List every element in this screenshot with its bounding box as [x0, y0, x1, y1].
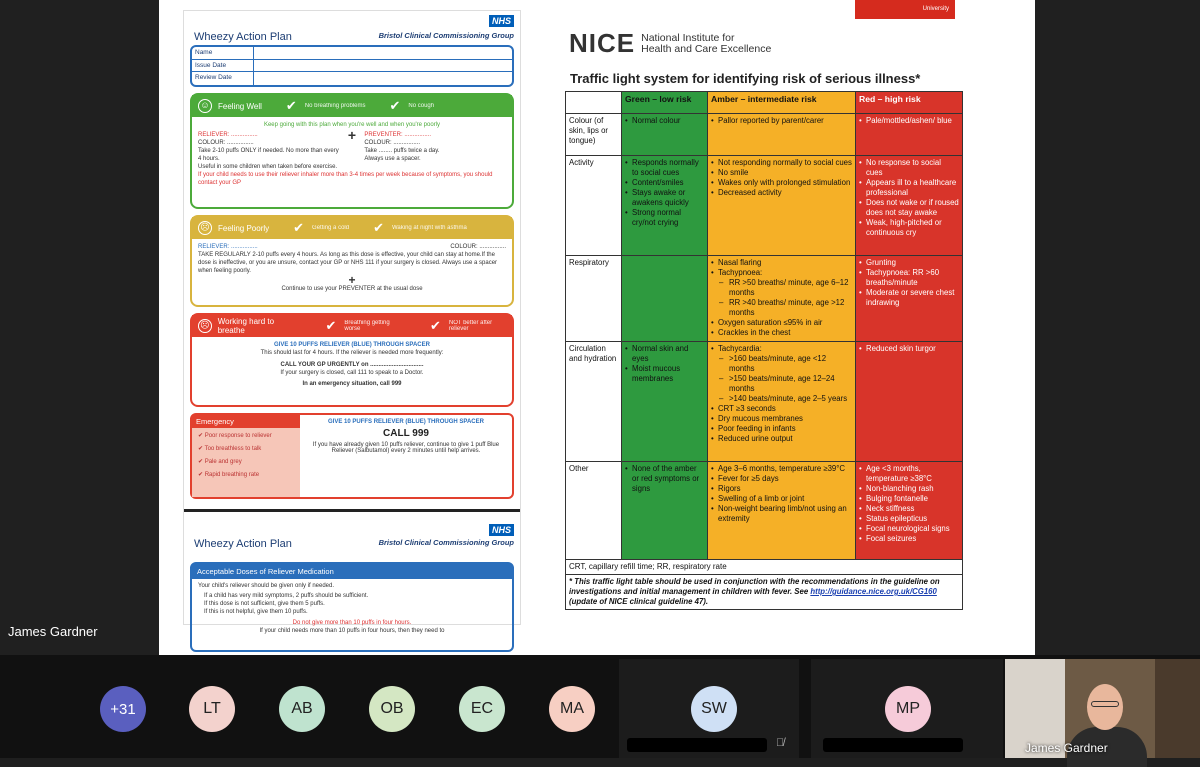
plus-icon: + — [347, 127, 357, 143]
avatar-initials: MA — [560, 700, 584, 717]
participant-avatar-ma[interactable] — [549, 686, 595, 732]
row-label: Colour (of skin, lips or tongue) — [566, 114, 622, 156]
nice-logo-subtitle — [641, 33, 771, 55]
cell-amber — [708, 114, 856, 156]
cell-item: • Not responding normally to social cues — [711, 158, 852, 168]
camera-video-tile[interactable] — [1005, 659, 1200, 758]
zone-hint: NOT better after reliever — [448, 320, 493, 332]
guidance-link[interactable]: http://guidance.nice.org.uk/CG160 — [810, 587, 937, 596]
table-row — [566, 462, 963, 560]
cell-item: • None of the amber or red symptoms or signs — [625, 464, 704, 494]
nice-traffic-light-document — [569, 20, 1035, 635]
emergency-item: ✔ Pale and grey — [198, 459, 242, 465]
cell-item: • No response to social cues — [859, 158, 959, 178]
nice-logo — [569, 28, 771, 59]
red-zone — [190, 313, 514, 407]
table-row — [566, 114, 963, 156]
camera-background — [1155, 659, 1200, 758]
cell-item: – RR >40 breaths/ minute, age >12 months — [711, 298, 852, 318]
cell-item: • Dry mucous membranes — [711, 414, 852, 424]
zone-text: GIVE 10 PUFFS RELIEVER (BLUE) THROUGH SPACER — [328, 419, 484, 425]
avatar-initials: MP — [896, 700, 920, 717]
doc-title: Wheezy Action Plan — [194, 31, 292, 43]
zone-text: Your child's reliever should be given only if needed. — [198, 583, 335, 589]
emergency-instructions — [300, 415, 512, 497]
cell-item: • Swelling of a limb or joint — [711, 494, 852, 504]
cell-item: – >160 beats/minute, age <12 months — [711, 354, 852, 374]
doc-header — [184, 11, 520, 45]
zone-text: If a child has very mild symptoms, 2 puffs should be sufficient. — [204, 593, 369, 599]
emergency-item: ✔ Poor response to reliever — [198, 433, 272, 439]
emergency-title: Emergency — [192, 415, 300, 428]
cell-amber — [708, 342, 856, 462]
camera-person-head — [1087, 684, 1123, 730]
more-participants-button[interactable] — [100, 686, 146, 732]
id-row — [192, 47, 512, 60]
check-icon: ✔ — [325, 318, 337, 333]
zone-text: If your child needs more than 10 puffs in four hours, then they need to — [259, 628, 445, 634]
id-label: Review Date — [192, 72, 254, 85]
cell-item: • Fever for ≥5 days — [711, 474, 852, 484]
cell-amber — [708, 462, 856, 560]
check-icon: ✔ — [293, 220, 305, 235]
zone-hint: Getting a cold — [312, 225, 350, 231]
call-999: CALL 999 — [383, 428, 429, 439]
yellow-zone — [190, 215, 514, 307]
table-header-row — [566, 92, 963, 114]
table-row — [566, 342, 963, 462]
zone-text: Take ........ puffs twice a day. — [364, 148, 440, 154]
footnote-row — [566, 575, 963, 610]
avatar-initials: LT — [203, 700, 221, 717]
check-icon: ✔ — [373, 220, 384, 235]
colour-field: COLOUR: ................ — [450, 244, 506, 250]
header-red: Red – high risk — [856, 92, 963, 114]
zone-title: Feeling Well — [218, 101, 262, 111]
university-corner-banner — [855, 0, 955, 19]
red-zone-body — [192, 337, 512, 392]
participant-avatar-mp[interactable] — [885, 686, 931, 732]
zone-text: TAKE REGULARLY 2-10 puffs every 4 hours. As long as this dose is effective, your child can stay at home.If the dose is ineffective, or you are unsure, contact your GP or NHS 111 if your surgery is closed. Always use a spacer when feeling poorly. — [198, 252, 498, 274]
avatar-initials: AB — [291, 700, 313, 717]
doses-title: Acceptable Doses of Reliever Medication — [192, 564, 512, 579]
nice-sub-line: Health and Care Excellence — [641, 42, 772, 55]
id-row — [192, 60, 512, 73]
wheezy-action-plan-document — [183, 10, 521, 634]
cell-item: • Age 3–6 months, temperature ≥39°C — [711, 464, 852, 474]
cell-item: • Moderate or severe chest indrawing — [859, 288, 959, 308]
table-row — [566, 156, 963, 256]
cell-item: • Weak, high-pitched or continuous cry — [859, 218, 959, 238]
emergency-item: ✔ Rapid breathing rate — [198, 472, 260, 478]
cell-item: • Non-blanching rash — [859, 484, 959, 494]
shared-slide — [159, 0, 1035, 655]
zone-text: This should last for 4 hours. If the reliever is needed more frequently: — [260, 350, 444, 356]
corner-text: University — [922, 6, 949, 12]
cell-item: • Pallor reported by parent/carer — [711, 116, 852, 126]
zone-text: Always use a spacer. — [364, 156, 421, 162]
row-label: Circulation and hydration — [566, 342, 622, 462]
avatar-initials: SW — [701, 700, 727, 717]
zone-text: If you have already given 10 puffs reliever, continue to give 1 puff Blue Reliever (Salbutamol) every 2 minutes until help arrives. — [312, 442, 500, 454]
zone-hint: Breathing getting worse — [344, 320, 390, 332]
table-body — [566, 114, 963, 560]
emergency-item: ✔ Too breathless to talk — [198, 446, 262, 452]
zone-hint: No breathing problems — [304, 103, 366, 109]
zone-text: Keep going with this plan when you're well and when you're poorly — [263, 122, 441, 128]
cell-item: • Oxygen saturation ≤95% in air — [711, 318, 852, 328]
cell-red — [856, 156, 963, 256]
cell-item: • CRT ≥3 seconds — [711, 404, 852, 414]
row-label: Respiratory — [566, 256, 622, 342]
cell-amber — [708, 156, 856, 256]
cell-red — [856, 342, 963, 462]
cell-item: • Content/smiles — [625, 178, 704, 188]
participant-avatar-ab[interactable] — [279, 686, 325, 732]
mic-muted-icon: 🎙̸ — [776, 737, 785, 749]
red-zone-header — [192, 315, 512, 337]
id-label: Name — [192, 47, 254, 59]
row-label: Activity — [566, 156, 622, 256]
zone-title: Working hard to breathe — [217, 317, 275, 335]
emergency-item-text: Rapid breathing rate — [204, 472, 260, 478]
nhs-logo: NHS — [489, 524, 514, 536]
warning-text: If your child needs to use their reliever inhaler more than 3-4 times per week because of symptoms, you should contact your GP — [198, 172, 493, 186]
zone-text: GIVE 10 PUFFS RELIEVER (BLUE) THROUGH SPACER — [274, 342, 430, 348]
cell-item: • Does not wake or if roused does not stay awake — [859, 198, 959, 218]
green-zone — [190, 93, 514, 209]
doses-body — [192, 579, 512, 638]
header-blank — [566, 92, 622, 114]
cell-item: • Poor feeding in infants — [711, 424, 852, 434]
check-icon: ✔ — [429, 318, 441, 333]
camera-name-label: James Gardner — [1025, 741, 1108, 755]
cell-item: • Normal colour — [625, 116, 704, 126]
id-fields-box — [190, 45, 514, 87]
cell-item: – >150 beats/minute, age 12–24 months — [711, 374, 852, 394]
reliever-doses-box — [190, 562, 514, 652]
neutral-face-icon: ☹ — [198, 221, 212, 235]
reliever-field: RELIEVER: ................ — [198, 244, 258, 250]
header-green: Green – low risk — [622, 92, 708, 114]
preventer-field: PREVENTER: ................ — [364, 132, 432, 138]
doc-group: Bristol Clinical Commissioning Group — [378, 31, 514, 40]
cell-item: • No smile — [711, 168, 852, 178]
footnote-1: CRT, capillary refill time; RR, respiratory rate — [566, 560, 963, 575]
cell-item: • Reduced skin turgor — [859, 344, 959, 354]
smiley-face-icon: ☺ — [198, 99, 212, 113]
glasses-icon — [1091, 701, 1119, 707]
plus-icon: + — [348, 273, 356, 287]
doc-title: Wheezy Action Plan — [194, 538, 292, 550]
zone-text: Continue to use your PREVENTER at the usual dose — [281, 286, 423, 292]
footnote-row — [566, 560, 963, 575]
zone-text: If your surgery is closed, call 111 to speak to a Doctor. — [280, 370, 424, 376]
id-row — [192, 72, 512, 85]
zone-hint: Waking at night with asthma — [391, 225, 467, 231]
emergency-item-text: Poor response to reliever — [204, 433, 272, 439]
check-icon: ✔ — [285, 98, 297, 113]
zone-text: Useful in some children when taken before exercise. — [198, 164, 338, 170]
cell-item: • Tachypnoea: — [711, 268, 852, 278]
zone-text: Take 2-10 puffs ONLY if needed. No more than every 4 hours. — [198, 148, 339, 162]
cell-item: • Pale/mottled/ashen/ blue — [859, 116, 959, 126]
footnote-text: (update of NICE clinical guideline 47). — [569, 597, 709, 606]
avatar-initials: EC — [470, 700, 494, 717]
cell-item: • Rigors — [711, 484, 852, 494]
cell-green — [622, 114, 708, 156]
green-zone-body — [192, 117, 512, 191]
zone-text: In an emergency situation, call 999 — [302, 381, 402, 387]
row-label: Other — [566, 462, 622, 560]
footnote-2 — [566, 575, 963, 610]
cell-item: • Age <3 months, temperature ≥38°C — [859, 464, 959, 484]
cell-green — [622, 342, 708, 462]
cell-red — [856, 114, 963, 156]
cell-item: • Bulging fontanelle — [859, 494, 959, 504]
footnote-text: * This traffic light table should be used in conjunction with the recommendations in the guideline on investigations and initial management in children with fever. See — [569, 577, 940, 596]
cell-green — [622, 256, 708, 342]
colour-field: COLOUR: ................ — [198, 140, 254, 146]
cell-item: – >140 beats/minute, age 2–5 years — [711, 394, 852, 404]
cell-item: • Wakes only with prolonged stimulation — [711, 178, 852, 188]
traffic-light-title: Traffic light system for identifying risk of serious illness* — [570, 71, 921, 86]
id-label: Issue Date — [192, 60, 254, 72]
doc-group: Bristol Clinical Commissioning Group — [378, 538, 514, 547]
cell-item: – RR >50 breaths/ minute, age 6–12 months — [711, 278, 852, 298]
participant-avatar-sw[interactable] — [691, 686, 737, 732]
participant-name-bar — [627, 738, 767, 752]
zone-text: CALL YOUR GP URGENTLY on ................................ — [280, 362, 424, 368]
cell-item: • Normal skin and eyes — [625, 344, 704, 364]
cell-item: • Strong normal cry/not crying — [625, 208, 704, 228]
participant-avatar-lt[interactable] — [189, 686, 235, 732]
reliever-field: RELIEVER: ................ — [198, 132, 258, 138]
participant-name-bar — [823, 738, 963, 752]
cell-amber — [708, 256, 856, 342]
warning-text: Do not give more than 10 puffs in four hours. — [292, 620, 412, 626]
zone-title: Feeling Poorly — [218, 223, 270, 233]
cell-item: • Focal seizures — [859, 534, 959, 544]
emergency-signs — [192, 415, 300, 497]
cell-item: • Tachycardia: — [711, 344, 852, 354]
cell-item: • Responds normally to social cues — [625, 158, 704, 178]
cell-item: • Crackles in the chest — [711, 328, 852, 338]
cell-item: • Stays awake or awakens quickly — [625, 188, 704, 208]
avatar-initials: OB — [380, 700, 404, 717]
cell-item: • Reduced urine output — [711, 434, 852, 444]
doc-header-2 — [184, 512, 520, 562]
yellow-zone-body — [192, 239, 512, 297]
cell-item: • Tachypnoea: RR >60 breaths/minute — [859, 268, 959, 288]
participant-avatar-ec[interactable] — [459, 686, 505, 732]
sad-face-icon: ☹ — [198, 319, 212, 333]
cell-item: • Nasal flaring — [711, 258, 852, 268]
cell-red — [856, 256, 963, 342]
cell-item: • Grunting — [859, 258, 959, 268]
nhs-logo: NHS — [489, 15, 514, 27]
nice-logo-text: NICE — [569, 28, 636, 58]
more-count: +31 — [110, 700, 136, 718]
participant-avatar-ob[interactable] — [369, 686, 415, 732]
cell-item: • Moist mucous membranes — [625, 364, 704, 384]
colour-field: COLOUR: ................ — [364, 140, 421, 146]
zone-text: If this is not helpful, give them 10 puffs. — [204, 609, 308, 615]
cell-green — [622, 462, 708, 560]
green-zone-header — [192, 95, 512, 117]
header-amber: Amber – intermediate risk — [708, 92, 856, 114]
nice-sub-line: National Institute for — [641, 31, 735, 44]
yellow-zone-header — [192, 217, 512, 239]
presenter-name-label: James Gardner — [8, 624, 98, 639]
emergency-item-text: Too breathless to talk — [204, 446, 262, 452]
cell-item: • Decreased activity — [711, 188, 852, 198]
cell-red — [856, 462, 963, 560]
cell-green — [622, 156, 708, 256]
table-row — [566, 256, 963, 342]
cell-item: • Appears ill to a healthcare professional — [859, 178, 959, 198]
cell-item: • Status epilepticus — [859, 514, 959, 524]
cell-item: • Neck stiffness — [859, 504, 959, 514]
traffic-light-table — [565, 91, 963, 610]
emergency-box — [190, 413, 514, 499]
check-icon: ✔ — [389, 98, 401, 113]
emergency-item-text: Pale and grey — [204, 459, 242, 465]
zone-hint: No cough — [408, 103, 435, 109]
cell-item: • Focal neurological signs — [859, 524, 959, 534]
zone-text: If this dose is not sufficient, give them 5 puffs. — [204, 601, 325, 607]
cell-item: • Non-weight bearing limb/not using an extremity — [711, 504, 852, 524]
